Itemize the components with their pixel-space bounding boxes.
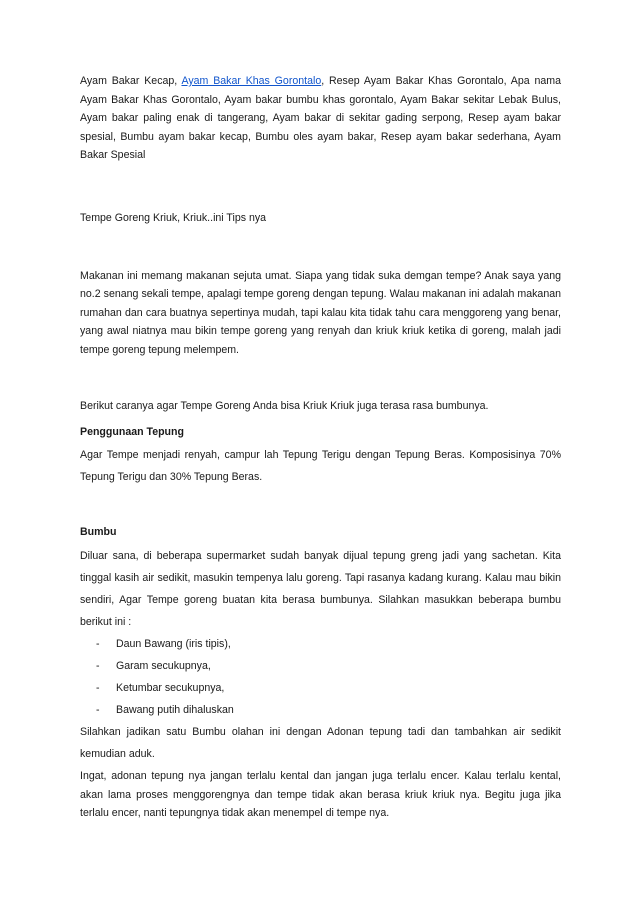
bumbu-body: Diluar sana, di beberapa supermarket sudah banyak dijual tepung greng jadi yang sachetan. Kita tinggal kasih air sedikit, masukin tempenya lalu goreng. Tapi rasanya kadang kurang. Kalau mau bikin sendiri, Agar Tempe goreng buatan kita berasa bumbunya. Silahkan masukkan beberapa bumbu berikut ini : xyxy=(80,550,561,628)
list-item-text: Daun Bawang (iris tipis), xyxy=(116,638,231,650)
bumbu-list xyxy=(80,633,561,721)
bumbu-heading xyxy=(80,523,561,542)
list-item xyxy=(96,677,561,699)
gorontalo-link[interactable]: Ayam Bakar Khas Gorontalo xyxy=(181,75,322,87)
intro-paragraph xyxy=(80,72,561,165)
intro-text-before: Ayam Bakar Kecap, xyxy=(80,75,182,87)
list-item xyxy=(96,633,561,655)
bullet-dash: - xyxy=(96,704,100,716)
article-title: Tempe Goreng Kriuk, Kriuk..ini Tips nya xyxy=(80,211,267,224)
bullet-dash: - xyxy=(96,660,100,672)
list-item-text: Garam secukupnya, xyxy=(116,660,211,672)
cara-paragraph: Berikut caranya agar Tempe Goreng Anda bisa Kriuk Kriuk juga terasa rasa bumbunya. xyxy=(80,400,489,412)
list-item xyxy=(96,699,561,721)
after-list-paragraph: Silahkan jadikan satu Bumbu olahan ini dengan Adonan tepung tadi dan tambahkan air sedikit kemudian aduk. xyxy=(80,726,561,760)
intro-text-after: , Resep Ayam Bakar Khas Gorontalo, Apa nama Ayam Bakar Khas Gorontalo, Ayam bakar bumbu khas gorontalo, Ayam Bakar sekitar Lebak Bulus, Ayam bakar paling enak di tangerang, Ayam bakar di sekitar gading serpong, Resep ayam bakar spesial, Bumbu ayam bakar kecap, Bumbu oles ayam bakar, Resep ayam bakar sederhana, Ayam Bakar Spesial xyxy=(80,75,561,161)
bullet-dash: - xyxy=(96,682,100,694)
list-item-text: Ketumbar secukupnya, xyxy=(116,682,225,694)
bumbu-heading-text: Bumbu xyxy=(80,526,117,538)
intro-tempe-paragraph: Makanan ini memang makanan sejuta umat. Siapa yang tidak suka demgan tempe? Anak saya yang no.2 senang sekali tempe, apalagi tempe goreng dengan tepung. Walau makanan ini adalah makanan rumahan dan cara buatnya sepertinya mudah, tapi kalau kita tidak tahu cara menggoreng yang benar, yang awal niatnya mau bikin tempe goreng yang renyah dan kriuk kriuk ketika di goreng, malah jadi tempe goreng tepung melempem. xyxy=(80,269,561,356)
tepung-heading-text: Penggunaan Tepung xyxy=(80,426,184,438)
bullet-dash: - xyxy=(96,638,100,650)
document-page xyxy=(80,72,561,823)
tepung-body: Agar Tempe menjadi renyah, campur lah Tepung Terigu dengan Tepung Beras. Komposisinya 70% Tepung Terigu dan 30% Tepung Beras. xyxy=(80,449,561,483)
list-item-text: Bawang putih dihaluskan xyxy=(116,704,234,716)
list-item xyxy=(96,655,561,677)
closing-paragraph: Ingat, adonan tepung nya jangan terlalu kental dan jangan juga terlalu encer. Kalau terlalu kental, akan lama proses menggorengnya dan tempe tidak akan berasa kriuk kriuk nya. Begitu juga jika terlalu encer, nanti tepungnya tidak akan menempel di tempe nya. xyxy=(80,770,561,819)
tepung-heading xyxy=(80,423,561,442)
